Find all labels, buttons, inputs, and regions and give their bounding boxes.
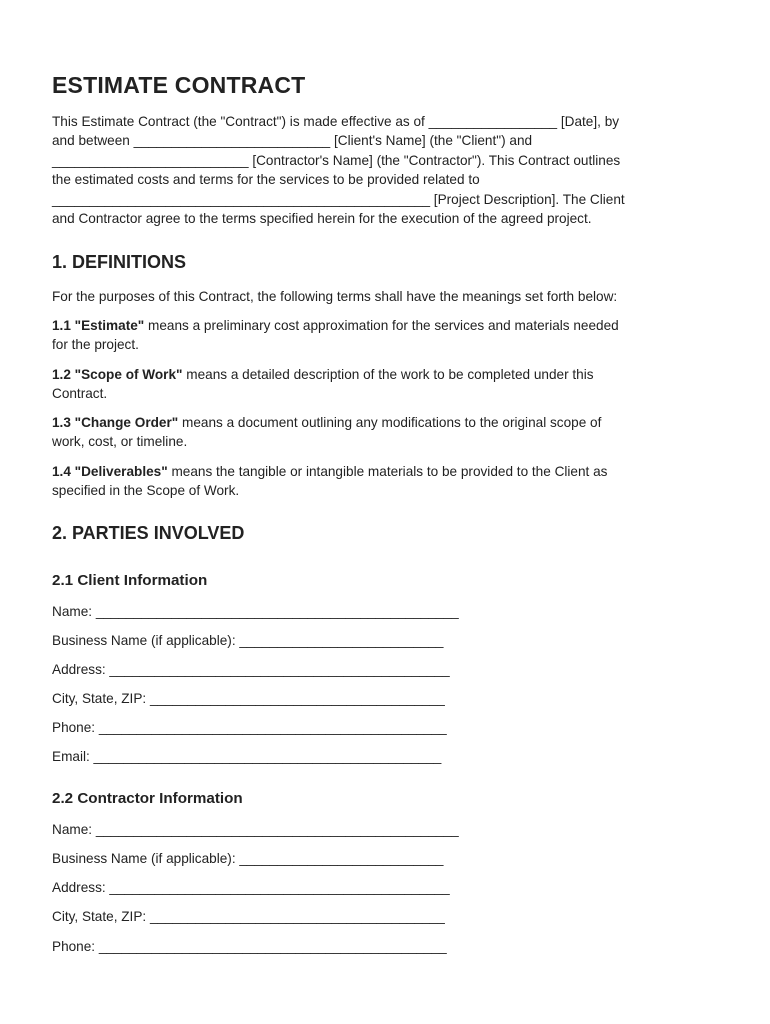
client-email-field: Email: ______________________________________________	[52, 749, 442, 764]
definition-term: 1.4 "Deliverables"	[52, 464, 168, 479]
contractor-business-name-field: Business Name (if applicable): ___________________________	[52, 851, 444, 866]
intro-line: the estimated costs and terms for the services to be provided related to	[52, 172, 480, 188]
intro-paragraph	[52, 112, 712, 228]
definition-text: for the project.	[52, 337, 139, 353]
client-city-state-zip-field: City, State, ZIP: _______________________________________	[52, 691, 445, 706]
definition-item-deliverables	[52, 462, 712, 501]
definitions-heading: 1. DEFINITIONS	[52, 252, 187, 272]
document-title: ESTIMATE CONTRACT	[52, 72, 306, 98]
definitions-lead: For the purposes of this Contract, the following terms shall have the meanings set forth below:	[52, 289, 618, 304]
contractor-address-field: Address: _____________________________________________	[52, 880, 450, 895]
parties-heading: 2. PARTIES INVOLVED	[52, 523, 245, 543]
contractor-name-field: Name: ________________________________________________	[52, 822, 459, 837]
definition-text: work, cost, or timeline.	[52, 434, 188, 450]
definition-term: 1.2 "Scope of Work"	[52, 367, 183, 382]
contractor-city-state-zip-field: City, State, ZIP: _______________________________________	[52, 909, 445, 924]
intro-line: __________________________________________________ [Project Description]. The Client	[52, 191, 625, 207]
intro-line: and Contractor agree to the terms specified herein for the execution of the agreed project.	[52, 211, 592, 227]
client-name-field: Name: ________________________________________________	[52, 604, 459, 619]
definition-item-change-order	[52, 413, 712, 452]
definition-item-estimate	[52, 316, 712, 355]
definition-text: means a detailed description of the work to be completed under this	[182, 367, 594, 382]
definition-text: Contract.	[52, 386, 108, 402]
contractor-phone-field: Phone: ______________________________________________	[52, 939, 447, 954]
definition-item-scope-of-work	[52, 365, 712, 404]
definition-text: specified in the Scope of Work.	[52, 483, 240, 499]
intro-line: __________________________ [Contractor's Name] (the "Contractor"). This Contract outlines	[52, 152, 621, 168]
definition-term: 1.3 "Change Order"	[52, 415, 179, 430]
contractor-info-heading: 2.2 Contractor Information	[52, 790, 243, 807]
intro-line: This Estimate Contract (the "Contract") is made effective as of _________________ [Date], by	[52, 114, 620, 129]
client-info-heading: 2.1 Client Information	[52, 572, 208, 589]
client-business-name-field: Business Name (if applicable): ___________________________	[52, 633, 444, 648]
intro-line: and between __________________________ [Client's Name] (the "Client") and	[52, 133, 533, 149]
definition-text: means the tangible or intangible materials to be provided to the Client as	[167, 464, 608, 479]
definition-text: means a document outlining any modifications to the original scope of	[178, 415, 602, 430]
definition-text: means a preliminary cost approximation for the services and materials needed	[144, 318, 619, 333]
client-address-field: Address: _____________________________________________	[52, 662, 450, 677]
definition-term: 1.1 "Estimate"	[52, 318, 145, 333]
client-phone-field: Phone: ______________________________________________	[52, 720, 447, 735]
